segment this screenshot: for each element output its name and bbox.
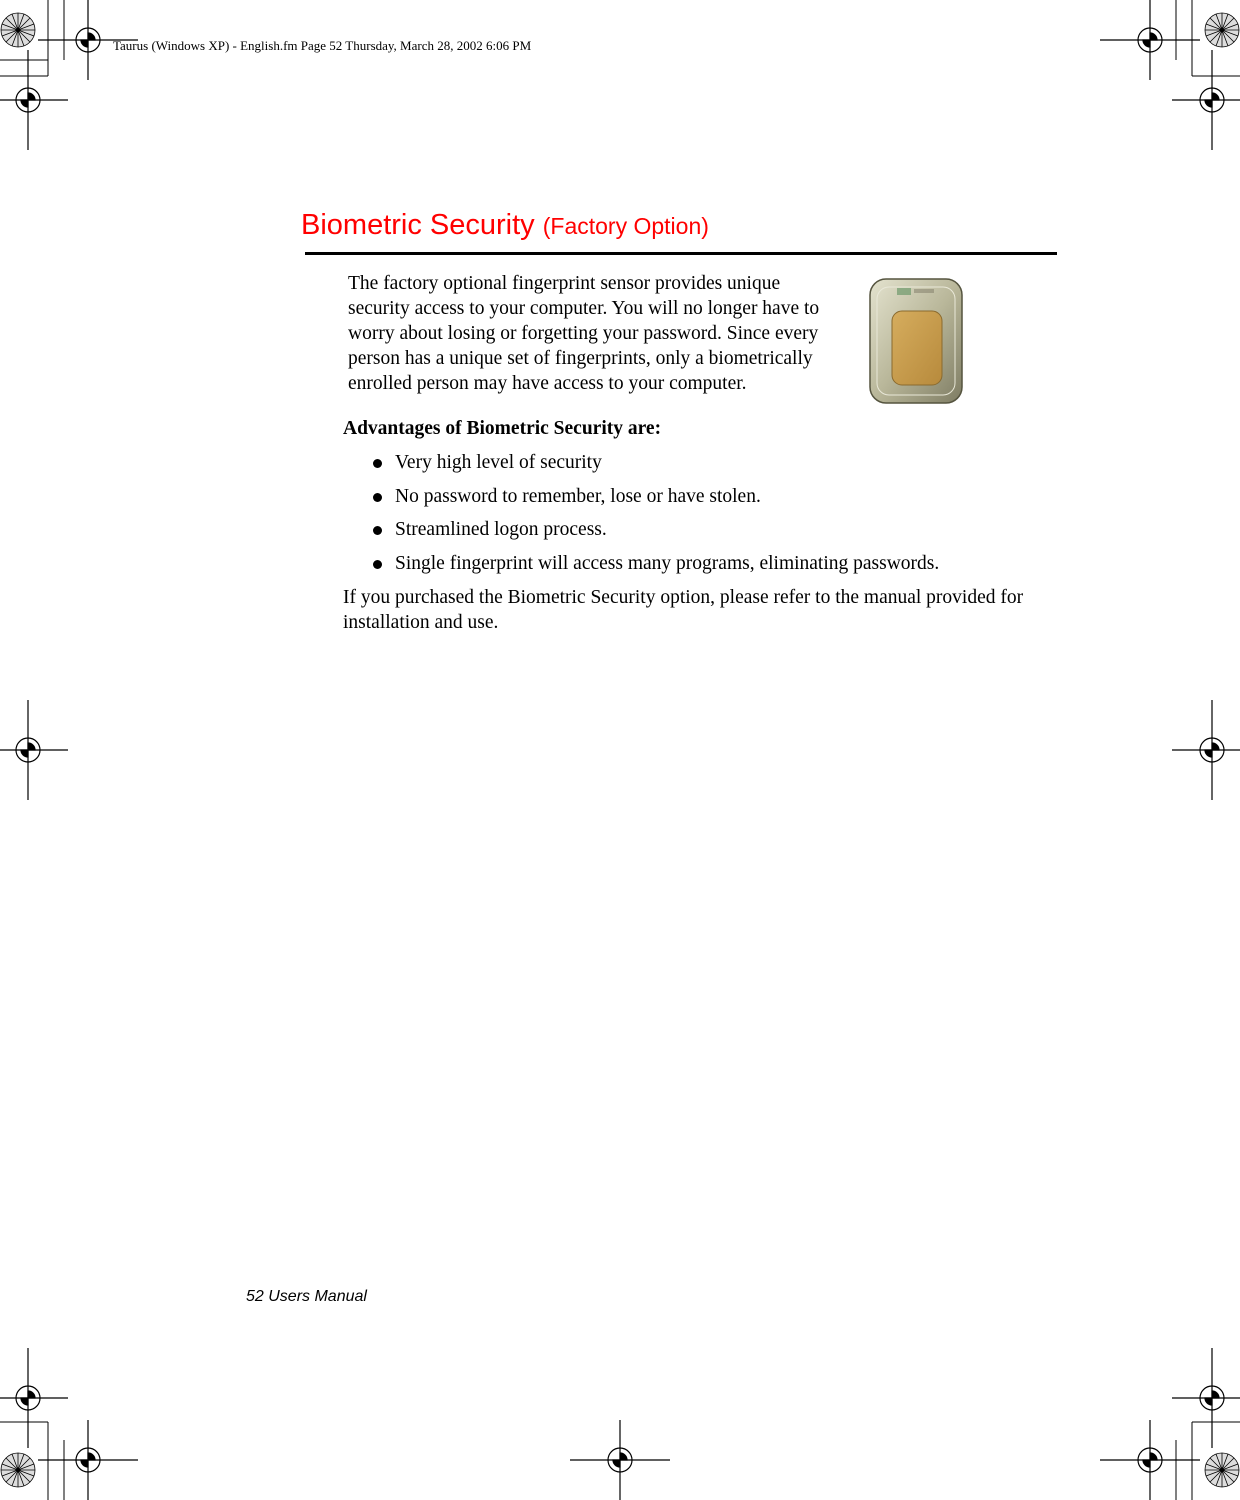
list-item-text: Streamlined logon process. bbox=[395, 519, 607, 540]
list-item bbox=[370, 517, 939, 551]
intro-line: worry about losing or forgetting your password. Since every bbox=[348, 323, 819, 344]
list-item-text: Very high level of security bbox=[395, 452, 602, 473]
intro-line: enrolled person may have access to your computer. bbox=[348, 373, 747, 394]
list-item-text: No password to remember, lose or have stolen. bbox=[395, 485, 761, 507]
page-footer: 52 Users Manual bbox=[246, 1288, 367, 1305]
section-title-suffix: (Factory Option) bbox=[542, 213, 709, 239]
intro-line: person has a unique set of fingerprints, only a biometrically bbox=[348, 348, 813, 369]
intro-line: security access to your computer. You will no longer have to bbox=[348, 298, 820, 319]
intro-paragraph bbox=[348, 271, 858, 396]
list-item bbox=[370, 551, 939, 585]
print-header: Taurus (Windows XP) - English.fm Page 52 Thursday, March 28, 2002 6:06 PM bbox=[113, 38, 532, 53]
list-item bbox=[370, 484, 939, 518]
closing-line: installation and use. bbox=[343, 612, 499, 633]
section-title-main: Biometric Security bbox=[301, 209, 535, 241]
intro-line: The factory optional fingerprint sensor provides unique bbox=[348, 273, 781, 294]
advantages-list bbox=[370, 450, 939, 584]
bullet-icon bbox=[373, 526, 382, 535]
bullet-icon bbox=[373, 459, 382, 468]
closing-line: If you purchased the Biometric Security option, please refer to the manual provided for bbox=[343, 587, 1024, 608]
bullet-icon bbox=[373, 560, 382, 569]
section-title bbox=[301, 209, 709, 242]
title-rule bbox=[305, 252, 1057, 255]
list-item bbox=[370, 450, 939, 484]
fingerprint-sensor-icon bbox=[869, 278, 963, 404]
advantages-heading: Advantages of Biometric Security are: bbox=[343, 418, 662, 439]
list-item-text: Single fingerprint will access many programs, eliminating passwords. bbox=[395, 552, 940, 574]
bullet-icon bbox=[373, 493, 382, 502]
closing-paragraph bbox=[343, 585, 1063, 635]
